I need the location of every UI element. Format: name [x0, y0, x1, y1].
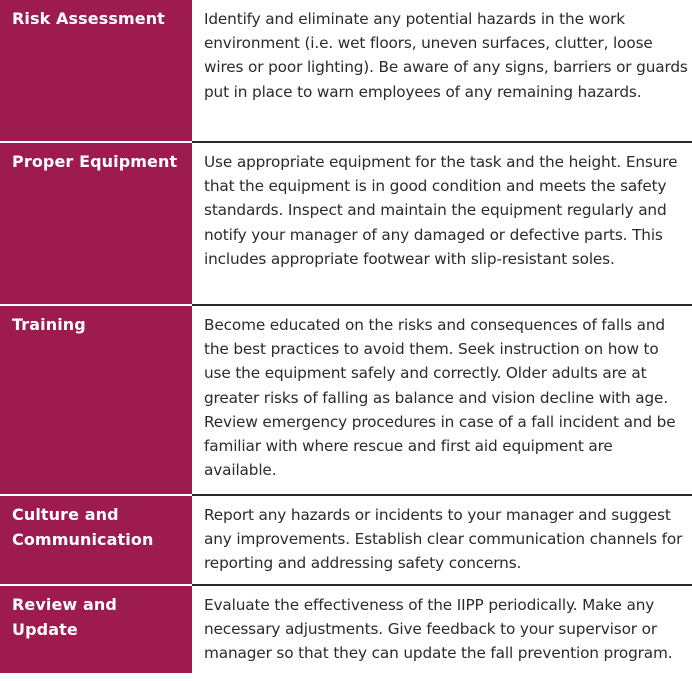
table-row-proper-equipment: [0, 141, 692, 304]
table-row-training: [0, 304, 692, 494]
row-heading: Training: [0, 304, 192, 494]
table-row-risk-assessment: [0, 0, 692, 141]
row-description: Become educated on the risks and consequences of falls and the best practices to avoid them. Seek instruction on how to use the equipment safely and correctly. Older adults are at greater risks of falling as balance and vision decline with age. Review emergency procedures in case of a fall incident and be familiar with where rescue and first aid equipment are available.: [192, 304, 692, 494]
row-heading: Culture and Communication: [0, 494, 192, 584]
table-row-culture-communication: [0, 494, 692, 584]
row-description: Report any hazards or incidents to your manager and suggest any improvements. Establish clear communication channels for reporting and addressing safety concerns.: [192, 494, 692, 584]
row-heading: Proper Equipment: [0, 141, 192, 304]
row-description: Use appropriate equipment for the task and the height. Ensure that the equipment is in good condition and meets the safety standards. Inspect and maintain the equipment regularly and notify your manager of any damaged or defective parts. This includes appropriate footwear with slip-resistant soles.: [192, 141, 692, 304]
row-heading: Risk Assessment: [0, 0, 192, 141]
table-row-review-update: [0, 584, 692, 673]
row-heading: Review and Update: [0, 584, 192, 673]
row-description: Evaluate the effectiveness of the IIPP periodically. Make any necessary adjustments. Give feedback to your supervisor or manager so that they can update the fall prevention program.: [192, 584, 692, 673]
row-description: Identify and eliminate any potential hazards in the work environment (i.e. wet floors, uneven surfaces, clutter, loose wires or poor lighting). Be aware of any signs, barriers or guards put in place to warn employees of any remaining hazards.: [204, 10, 688, 101]
